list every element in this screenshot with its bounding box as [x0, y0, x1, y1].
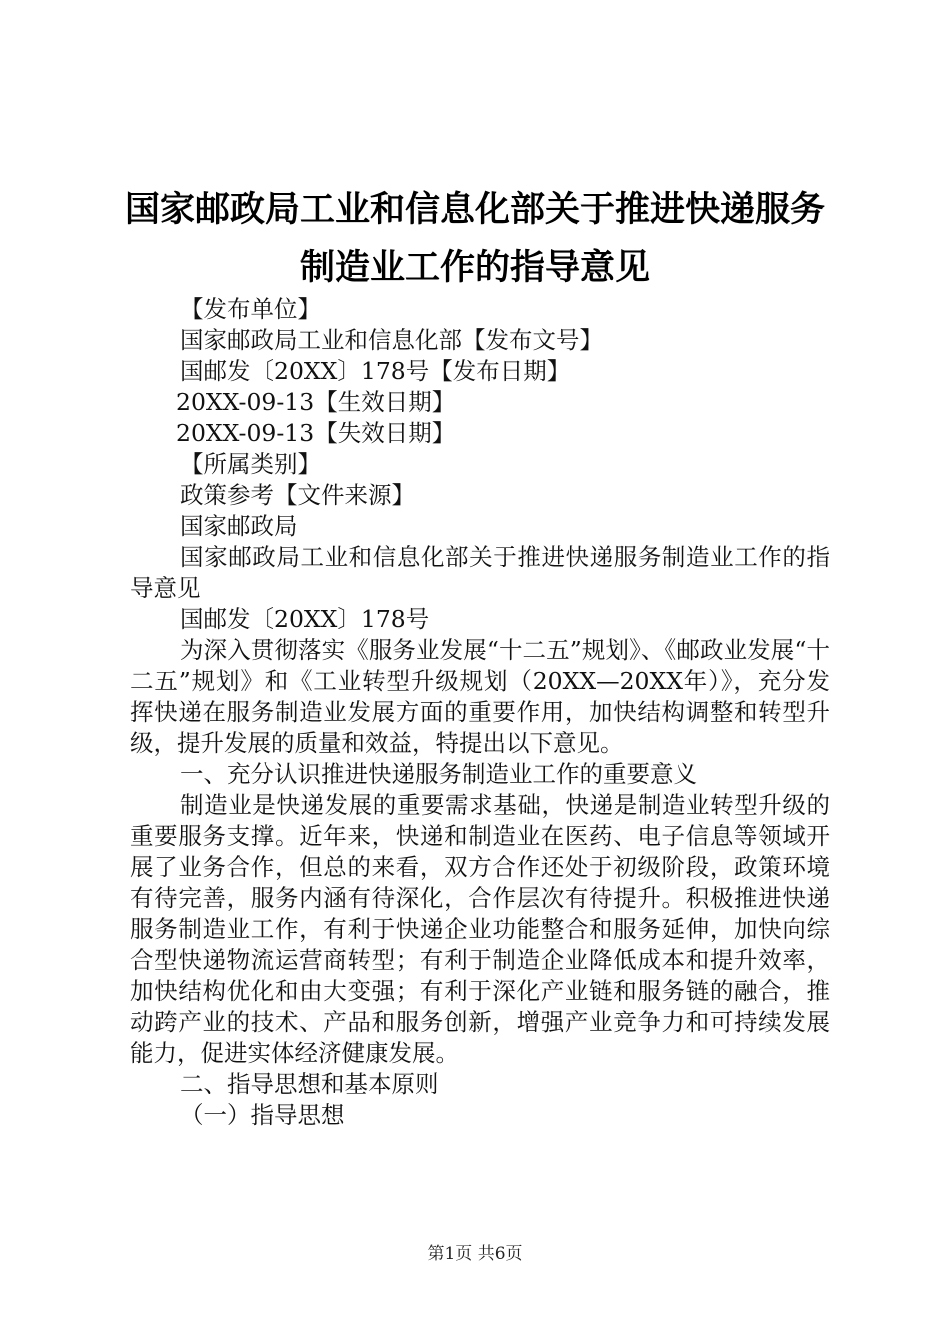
meta-line: 国家邮政局: [180, 512, 298, 540]
page-footer: 第1页 共6页: [427, 1244, 523, 1264]
document-number: 国邮发〔20XX〕178号: [180, 605, 430, 633]
meta-line: 20XX-09-13【生效日期】: [176, 388, 456, 416]
document-title-line-1: 国家邮政局工业和信息化部关于推进快递服务: [124, 190, 825, 230]
intro-paragraph: 为深入贯彻落实《服务业发展“十二五”规划》、《邮政业发展“十二五”规划》和《工业转型升级规划（20XX—20XX年）》，充分发挥快递在服务制造业发展方面的重要作用，加快结构调整和转型升级，提升发展的质量和效益，特提出以下意见。: [130, 636, 830, 757]
section-paragraph: 制造业是快递发展的重要需求基础，快递是制造业转型升级的重要服务支撑。近年来，快递和制造业在医药、电子信息等领域开展了业务合作，但总的来看，双方合作还处于初级阶段，政策环境有待完善，服务内涵有待深化，合作层次有待提升。积极推进快递服务制造业工作，有利于快递企业功能整合和服务延伸，加快向综合型快递物流运营商转型；有利于制造企业降低成本和提升效率，加快结构优化和由大变强；有利于深化产业链和服务链的融合，推动跨产业的技术、产品和服务创新，增强产业竞争力和可持续发展能力，促进实体经济健康发展。: [130, 791, 830, 1067]
meta-line: 政策参考【文件来源】: [180, 481, 415, 509]
meta-line: 国邮发〔20XX〕178号【发布日期】: [180, 357, 571, 385]
meta-line: 20XX-09-13【失效日期】: [176, 419, 456, 447]
document-title-paragraph: 国家邮政局工业和信息化部关于推进快递服务制造业工作的指导意见: [130, 543, 830, 602]
meta-line: 【所属类别】: [180, 450, 321, 478]
document-body: [130, 294, 830, 1131]
document-title-line-2: 制造业工作的指导意见: [299, 248, 650, 288]
section-heading: 一、充分认识推进快递服务制造业工作的重要意义: [180, 760, 697, 788]
meta-line: 国家邮政局工业和信息化部【发布文号】: [180, 326, 603, 354]
section-heading: 二、指导思想和基本原则: [180, 1070, 439, 1098]
meta-line: 【发布单位】: [180, 295, 321, 323]
subsection-heading: （一）指导思想: [180, 1101, 345, 1129]
